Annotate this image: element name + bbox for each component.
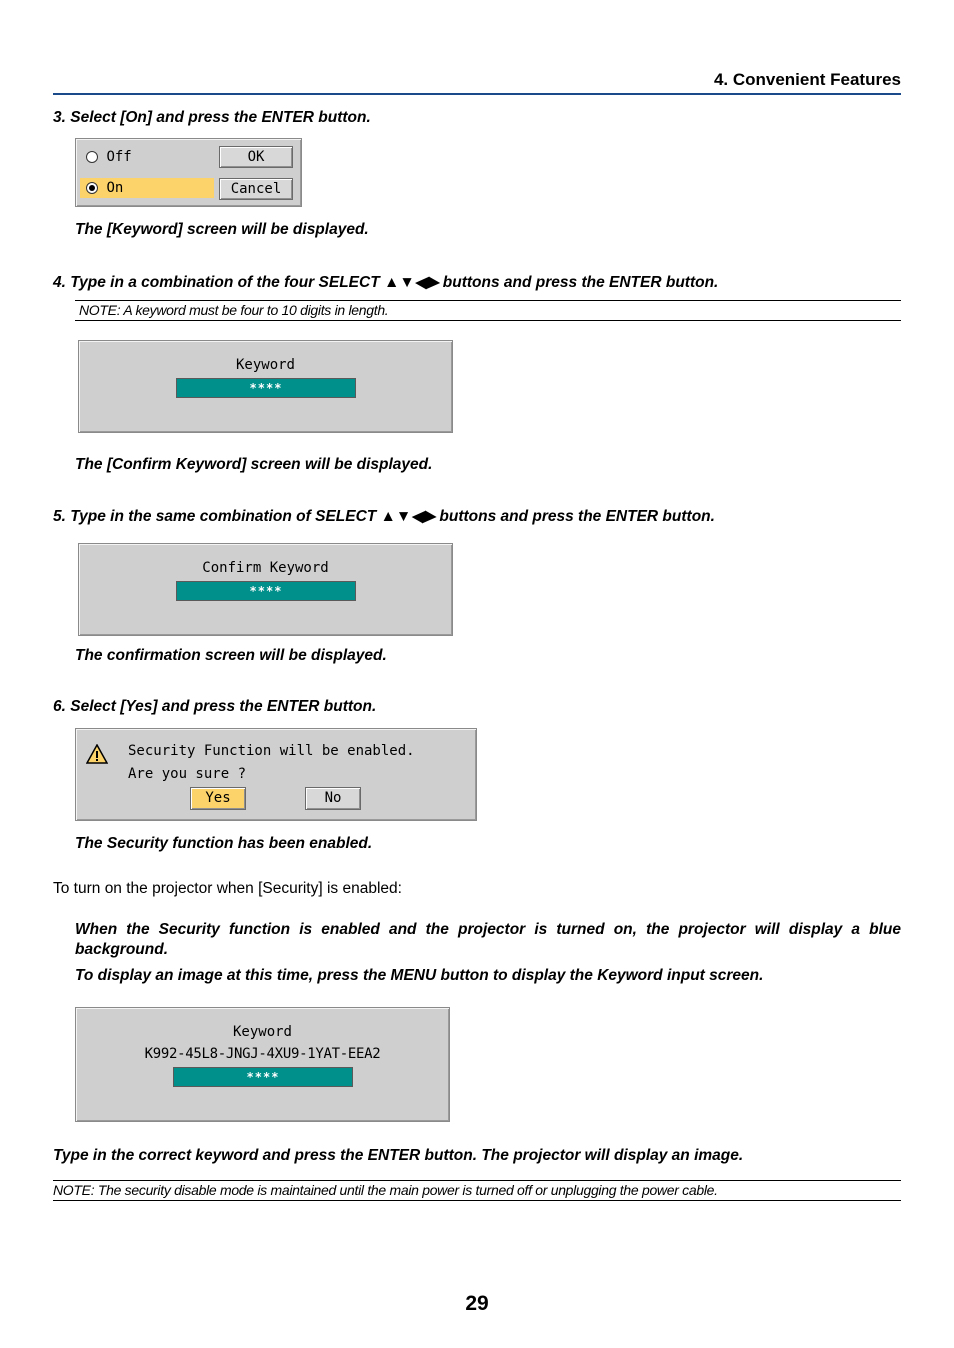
header-divider <box>53 93 901 95</box>
step6-heading: 6. Select [Yes] and press the ENTER button. <box>53 698 377 715</box>
disable-mode-note <box>53 1180 901 1201</box>
step5-result: The confirmation screen will be displayed. <box>75 647 387 664</box>
turn-on-intro: To turn on the projector when [Security] is enabled: <box>53 880 402 897</box>
blue-background-paragraph: When the Security function is enabled and the projector is turned on, the projector will display a blue background. <box>75 921 901 958</box>
step6-result: The Security function has been enabled. <box>75 835 373 852</box>
keyword-dialog-title: Keyword <box>235 357 295 373</box>
warning-icon <box>86 744 108 764</box>
keyword-entry-input[interactable]: **** <box>173 1067 353 1087</box>
confirm-keyword-input[interactable]: **** <box>176 581 356 601</box>
keyword-code: K992-45L8-JNGJ-4XU9-1YAT-EEA2 <box>144 1046 381 1062</box>
step3-heading: 3. Select [On] and press the ENTER button. <box>53 109 371 126</box>
on-off-dialog <box>75 138 302 207</box>
final-instruction: Type in the correct keyword and press the ENTER button. The projector will display an image. <box>53 1147 744 1164</box>
keyword-length-note-text: NOTE: A keyword must be four to 10 digits in length. <box>79 302 389 318</box>
step3-result: The [Keyword] screen will be displayed. <box>75 221 369 238</box>
step4-result: The [Confirm Keyword] screen will be displayed. <box>75 456 433 473</box>
keyword-length-note <box>75 300 901 321</box>
cancel-button[interactable]: Cancel <box>219 178 293 200</box>
step5-heading: 5. Type in the same combination of SELECT ▲▼◀▶ buttons and press the ENTER button. <box>53 508 715 525</box>
security-message-line2: Are you sure ? <box>128 766 247 782</box>
step4-heading: 4. Type in a combination of the four SELECT ▲▼◀▶ buttons and press the ENTER button. <box>53 274 719 291</box>
security-message-line1: Security Function will be enabled. <box>128 743 415 759</box>
option-off-label: Off <box>106 149 132 165</box>
yes-button[interactable]: Yes <box>190 787 246 810</box>
keyword-input-title: Keyword <box>232 1024 292 1040</box>
section-title: 4. Convenient Features <box>713 70 901 89</box>
radio-off-icon <box>86 151 98 163</box>
no-button[interactable]: No <box>305 787 361 810</box>
disable-mode-note-text: NOTE: The security disable mode is maintained until the main power is turned off or unplugging the power cable. <box>53 1182 718 1198</box>
confirm-keyword-dialog <box>78 543 453 636</box>
keyword-input-dialog <box>75 1007 450 1122</box>
menu-button-paragraph: To display an image at this time, press the MENU button to display the Keyword input screen. <box>75 967 764 984</box>
keyword-input[interactable]: **** <box>176 378 356 398</box>
radio-on-icon <box>86 182 98 194</box>
security-confirm-dialog <box>75 728 477 821</box>
option-off[interactable] <box>86 149 132 165</box>
page-number: 29 <box>465 1292 489 1315</box>
confirm-keyword-title: Confirm Keyword <box>202 560 329 576</box>
keyword-dialog <box>78 340 453 433</box>
option-on-label: On <box>106 180 124 196</box>
ok-button[interactable]: OK <box>219 146 293 168</box>
option-on[interactable] <box>80 178 214 198</box>
